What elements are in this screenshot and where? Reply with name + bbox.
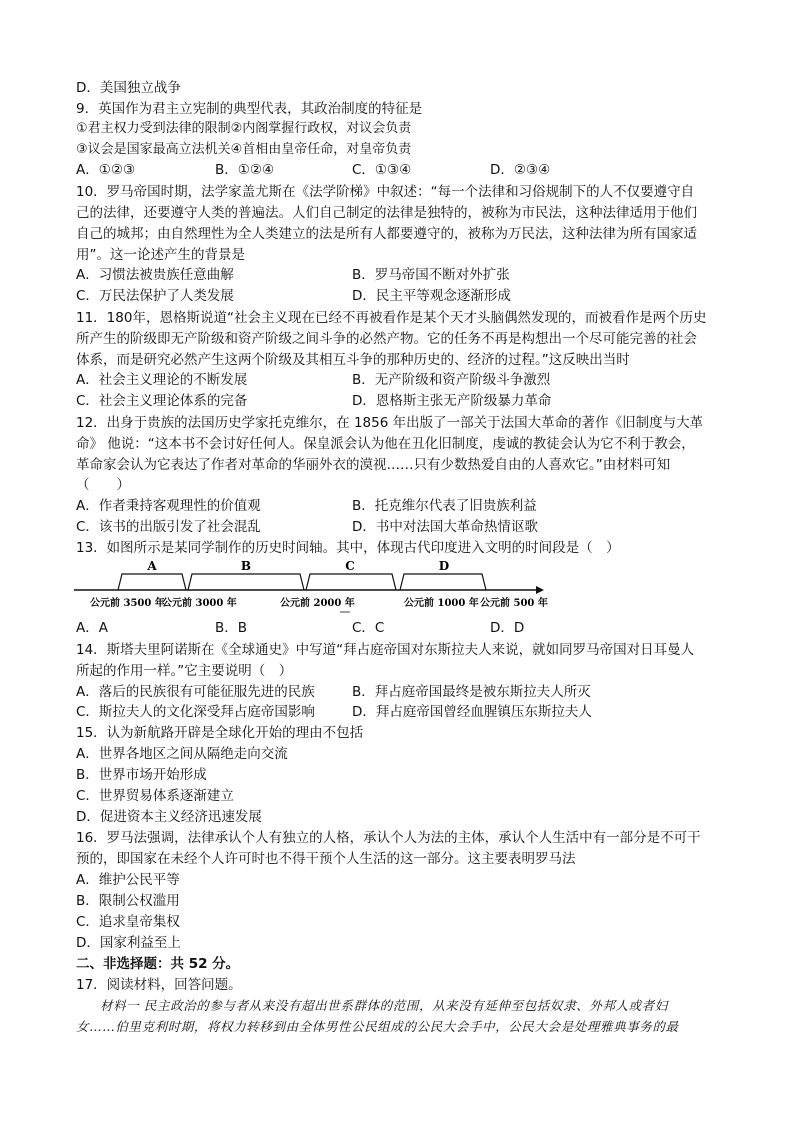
q16-option-a: A．维护公民平等: [76, 872, 180, 888]
timeline-tick-label: 公元前 2000 年: [280, 598, 355, 609]
q13-stem: 13．如图所示是某同学制作的历史时间轴。其中，体现古代印度进入文明的时间段是（ ）: [76, 540, 620, 556]
q11-option-d: D．恩格斯主张无产阶级暴力革命: [352, 393, 552, 409]
q15-option-d: D．促进资本主义经济迅速发展: [76, 809, 262, 825]
q14-line: 14．斯塔夫里阿诺斯在《全球通史》中写道“拜占庭帝国对东斯拉夫人来说，就如同罗马帝国对日耳曼人: [76, 642, 695, 658]
timeline-segment-label: C: [345, 559, 355, 573]
q9-items-1: ①君主权力受到法律的限制②内阁掌握行政权，对议会负责: [76, 121, 412, 136]
timeline-tick-label: 公元前 1000 年: [404, 598, 479, 609]
q9-option-b: B．①②④: [215, 162, 275, 178]
q11-option-c: C．社会主义理论体系的完备: [76, 393, 248, 409]
q10-option-d: D．民主平等观念逐渐形成: [352, 288, 511, 304]
q14-option-c: C．斯拉夫人的文化深受拜占庭帝国影响: [76, 704, 315, 720]
q9-option-d: D．②③④: [490, 162, 551, 178]
q11-option-b: B．无产阶级和资产阶级斗争激烈: [352, 372, 551, 388]
q10-line: 10．罗马帝国时期，法学家盖尤斯在《法学阶梯》中叙述：“每一个法律和习俗规制下的人不仅要遵守自: [76, 184, 695, 200]
q11-option-a: A．社会主义理论的不断发展: [76, 372, 248, 388]
section-title: 二、非选择题：共 52 分。: [76, 956, 240, 972]
q11-line: 11．180年，恩格斯说道“社会主义现在已经不再被看作是某个天才头脑偶然发现的，而被看作是两个历史: [76, 310, 707, 326]
timeline-tick-label: 公元前 500 年: [480, 598, 548, 609]
q14-option-d: D．拜占庭帝国曾经血腥镇压东斯拉夫人: [352, 704, 592, 720]
q12-option-c: C．该书的出版引发了社会混乱: [76, 519, 261, 535]
q12-line: 12．出身于贵族的法国历史学家托克维尔，在 1856 年出版了一部关于法国大革命的著作《旧制度与大革: [76, 415, 704, 431]
timeline-segment-label: A: [147, 559, 157, 573]
q10-option-c: C．万民法保护了人类发展: [76, 288, 234, 304]
q10-line: 用”。这一论述产生的背景是: [76, 247, 245, 263]
q9-items-2: ③议会是国家最高立法机关④首相由皇帝任命，对皇帝负责: [76, 142, 412, 157]
q13-option-c: C．C: [352, 620, 385, 636]
q15-option-b: B．世界市场开始形成: [76, 767, 207, 783]
q12-option-b: B．托克维尔代表了旧贵族利益: [352, 498, 537, 514]
q17-stem: 17．阅读材料，回答问题。: [76, 977, 242, 993]
q12-line: （ ）: [76, 477, 130, 493]
q15-option-c: C．世界贸易体系逐渐建立: [76, 788, 234, 804]
timeline-segment-c: [306, 574, 396, 590]
q14-line: 所起的作用一样。”它主要说明（ ）: [76, 663, 293, 679]
history-timeline: [70, 558, 550, 616]
q15-stem: 15．认为新航路开辟是全球化开始的理由不包括: [76, 725, 364, 741]
q12-line: 命》 他说：“这本书不会讨好任何人。保皇派会认为他在丑化旧制度，虔诚的教徒会认为它不利于教会，: [76, 436, 695, 452]
q16-option-b: B．限制公权滥用: [76, 893, 180, 909]
q9-option-c: C．①③④: [352, 162, 412, 178]
q17-material-line: 材料一 民主政治的参与者从来没有超出世系群体的范围，从来没有延伸至包括奴隶、外邦人或者妇: [100, 998, 668, 1013]
timeline-tick-label: 公元前 3000 年: [162, 598, 237, 609]
timeline-segment-label: B: [240, 559, 252, 573]
q14-option-a: A．落后的民族很有可能征服先进的民族: [76, 684, 315, 700]
q13-option-b: B．B: [215, 620, 248, 636]
q11-line: 体系，而是研究必然产生这两个阶级及其相互斗争的那种历史的、经济的过程。”这反映出当时: [76, 352, 630, 368]
q10-line: 自己的城邦；由自然理性为全人类建立的法是所有人都要遵守的，被称为万民法，这种法律为所有国家适: [76, 226, 697, 242]
q13-option-a: A．A: [76, 620, 108, 636]
q15-option-a: A．世界各地区之间从隔绝走向交流: [76, 746, 288, 762]
q16-option-c: C．追求皇帝集权: [76, 914, 180, 930]
timeline-segment-a: [118, 574, 186, 590]
q9-stem: 9．英国作为君主立宪制的典型代表，其政治制度的特征是: [76, 101, 423, 117]
timeline-segment-b: [188, 574, 304, 590]
q12-line: 革命家会认为它表达了作者对革命的华丽外衣的漠视……只有少数热爱自由的人喜欢它。”由材料可知: [76, 457, 671, 473]
q8-option-d: D．美国独立战争: [76, 80, 181, 96]
q9-option-a: A．①②③: [76, 162, 136, 178]
q12-option-d: D．书中对法国大革命热情讴歌: [352, 519, 538, 535]
timeline-segment-d: [400, 574, 486, 590]
q16-line: 预的，即国家在未经个人许可时也不得干预个人生活的这一部分。这主要表明罗马法: [76, 851, 576, 867]
q13-option-d: D．D: [490, 620, 525, 636]
q12-option-a: A．作者秉持客观理性的价值观: [76, 498, 261, 514]
timeline-arrow: [536, 586, 544, 594]
timeline-segment-label: D: [438, 559, 450, 573]
q10-option-b: B．罗马帝国不断对外扩张: [352, 267, 510, 283]
timeline-tick-label: 公元前 3500 年: [90, 598, 165, 609]
q17-material-line: 女……伯里克利时期，将权力转移到由全体男性公民组成的公民大会手中，公民大会是处理雅典事务的最: [76, 1019, 679, 1034]
q16-line: 16．罗马法强调，法律承认个人有独立的人格，承认个人为法的主体，承认个人生活中有一部分是不可干: [76, 830, 701, 846]
q16-option-d: D．国家利益至上: [76, 935, 181, 951]
q11-line: 所产生的阶级即无产阶级和资产阶级之间斗争的必然产物。它的任务不再是构想出一个尽可能完善的社会: [76, 331, 697, 347]
q10-option-a: A．习惯法被贵族任意曲解: [76, 267, 234, 283]
q14-option-b: B．拜占庭帝国最终是被东斯拉夫人所灭: [352, 684, 591, 700]
q10-line: 己的法律，还要遵守人类的普遍法。人们自己制定的法律是独特的，被称为市民法，这种法律适用于他们: [76, 205, 697, 221]
